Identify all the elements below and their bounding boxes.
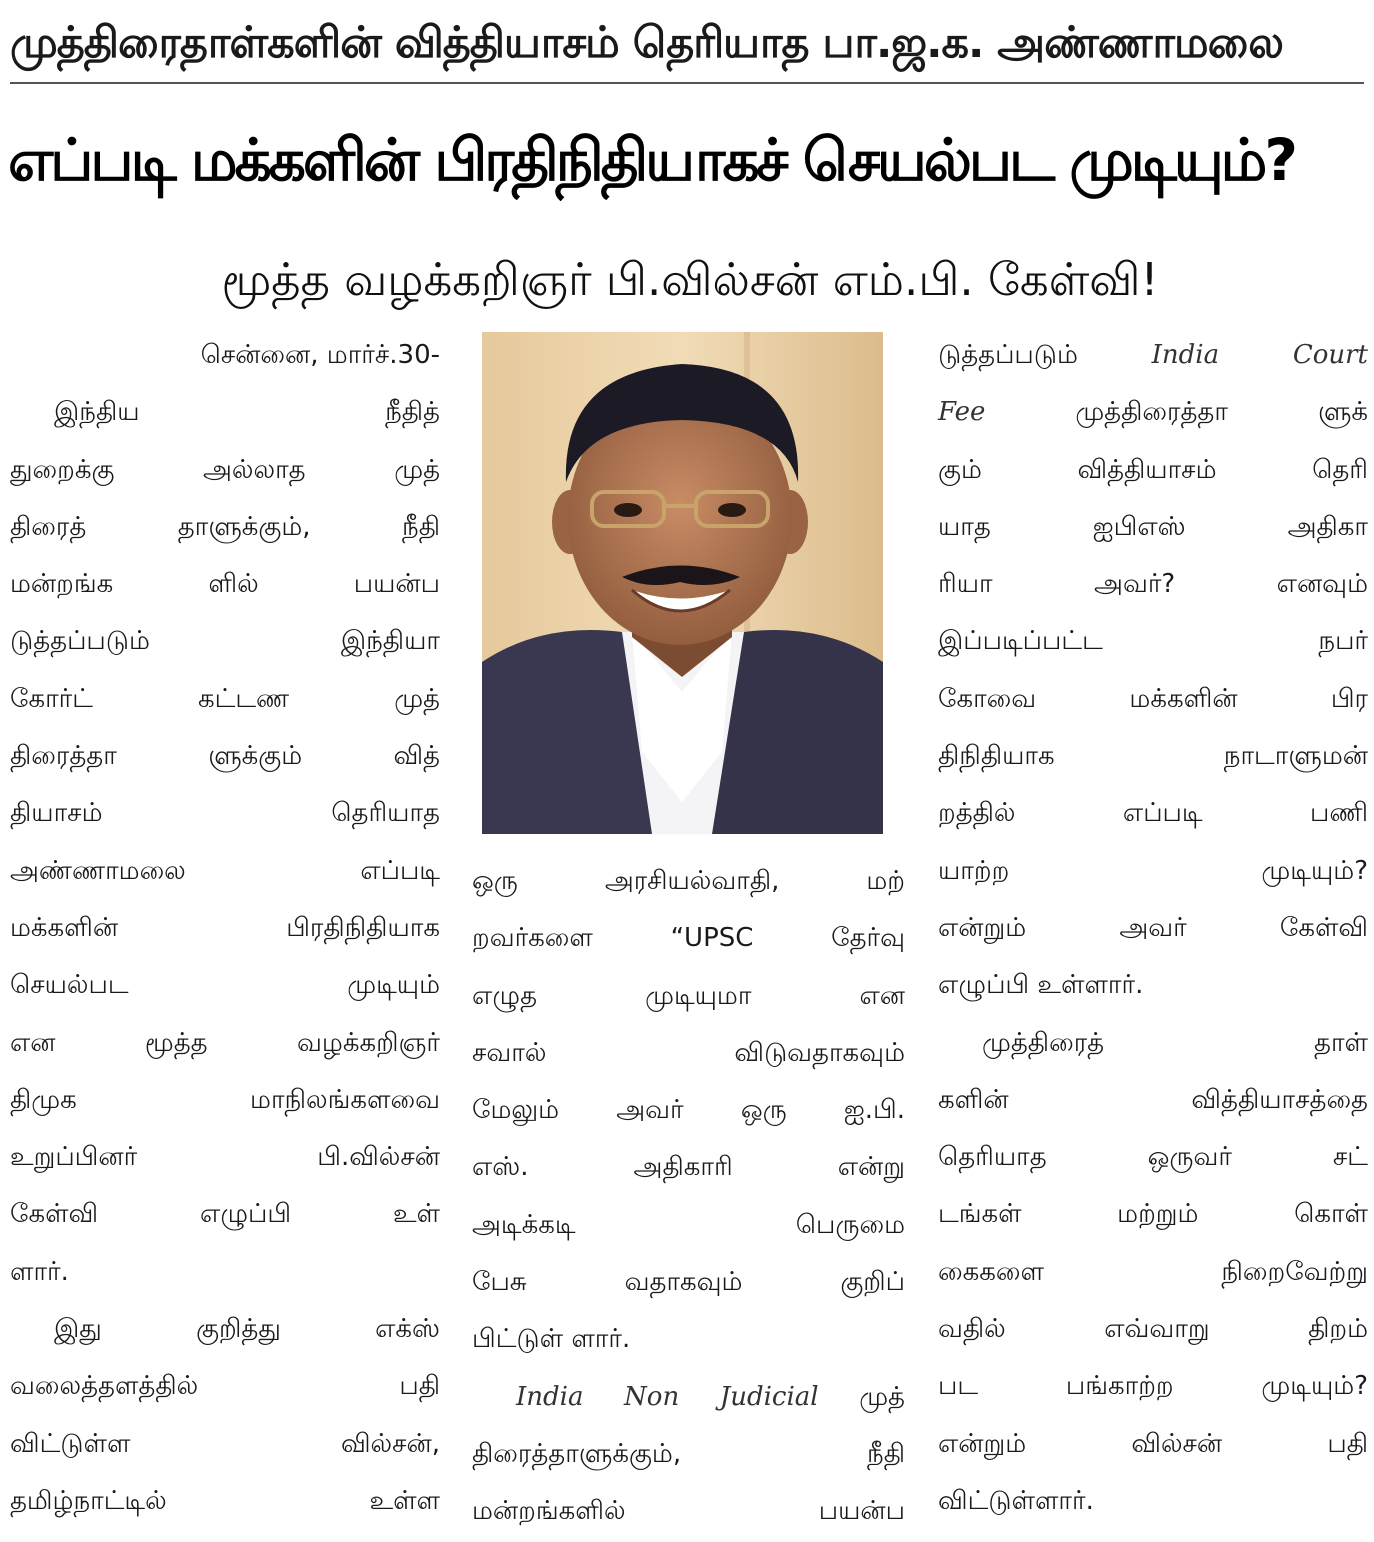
article-line: அடிக்கடி பெருமை xyxy=(472,1209,905,1240)
article-line: பட பங்காற்ற முடியும்? xyxy=(938,1371,1368,1402)
article-text: முத் xyxy=(859,1381,905,1412)
article-line: என மூத்த வழக்கறிஞர் xyxy=(10,1027,440,1058)
article-line: கும் வித்தியாசம் தெரி xyxy=(938,454,1368,485)
article-line: மன்றங்க ளில் பயன்ப xyxy=(10,569,440,600)
article-line: முத்திரைத் தாள் xyxy=(982,1027,1368,1058)
article-line: விட்டுள்ள வில்சன், xyxy=(10,1428,440,1459)
article-line: வலைத்தளத்தில் பதி xyxy=(10,1371,440,1402)
article-line: கோவை மக்களின் பிர xyxy=(938,683,1368,714)
main-headline: எப்படி மக்களின் பிரதிநிதியாகச் செயல்பட முடியும்? xyxy=(8,126,1295,194)
english-text: Fee xyxy=(938,397,986,428)
article-line xyxy=(938,327,1368,384)
article-line: பிட்டுள் ளார். xyxy=(472,1324,631,1355)
article-line: திரைத் தாளுக்கும், நீதி xyxy=(10,511,440,542)
portrait-illustration xyxy=(482,332,883,834)
article-column-2 xyxy=(472,853,905,1541)
article-line: உறுப்பினர் பி.வில்சன் xyxy=(10,1142,440,1173)
subheadline: மூத்த வழக்கறிஞர் பி.வில்சன் எம்.பி. கேள்வி! xyxy=(221,253,1159,306)
english-text: India Non Judicial xyxy=(516,1381,819,1412)
article-line: யாற்ற முடியும்? xyxy=(938,855,1368,886)
article-text: டுத்தப்படும் xyxy=(938,340,1078,370)
article-line: வதில் எவ்வாறு திறம் xyxy=(938,1314,1368,1345)
article-line: என்றும் வில்சன் பதி xyxy=(938,1428,1368,1459)
article-column-1 xyxy=(10,327,440,1530)
article-line: இது குறித்து எக்ஸ் xyxy=(54,1314,440,1345)
article-line: விட்டுள்ளார். xyxy=(938,1485,1094,1516)
article-line: றவர்களை “UPSC தேர்வு xyxy=(472,923,905,954)
article-line: யாத ஐபிஎஸ் அதிகா xyxy=(938,511,1368,542)
kicker-headline: முத்திரைதாள்களின் வித்தியாசம் தெரியாத பா.ஜ.க. அண்ணாமலை xyxy=(10,18,1283,68)
article-line: இப்படிப்பட்ட நபர் xyxy=(938,626,1368,657)
article-line: துறைக்கு அல்லாத முத் xyxy=(10,454,440,485)
article-line: டுத்தப்படும் இந்தியா xyxy=(10,626,440,657)
article-line: சவால் விடுவதாகவும் xyxy=(472,1037,905,1068)
article-line: மேலும் அவர் ஒரு ஐ.பி. xyxy=(472,1095,905,1126)
article-line: தமிழ்நாட்டில் உள்ள xyxy=(10,1485,440,1516)
article-line: களின் வித்தியாசத்தை xyxy=(938,1084,1368,1115)
article-line: அண்ணாமலை எப்படி xyxy=(10,855,440,886)
article-line: ஒரு அரசியல்வாதி, மற் xyxy=(472,866,905,896)
portrait-photo xyxy=(482,332,883,834)
article-line: தியாசம் தெரியாத xyxy=(10,798,440,829)
article-column-3 xyxy=(938,327,1368,1530)
article-line: என்றும் அவர் கேள்வி xyxy=(938,912,1368,943)
article-line: ளார். xyxy=(10,1256,69,1287)
article-line: திநிதியாக நாடாளுமன் xyxy=(938,741,1368,772)
english-text: India Court xyxy=(1151,340,1368,370)
article-text: முத்திரைத்தா ளுக் xyxy=(1075,397,1368,428)
article-line: தெரியாத ஒருவர் சட் xyxy=(938,1142,1368,1173)
article-line: எஸ். அதிகாரி என்று xyxy=(472,1152,905,1183)
dateline: சென்னை, மார்ச்.30- xyxy=(200,340,440,370)
article-line: றத்தில் எப்படி பணி xyxy=(938,798,1368,829)
article-line: ரியா அவர்? எனவும் xyxy=(938,569,1368,600)
article-line: மன்றங்களில் பயன்ப xyxy=(472,1496,905,1527)
header-rule xyxy=(10,82,1364,84)
article-line: எழுத முடியுமா என xyxy=(472,980,905,1011)
article-line: கோர்ட் கட்டண முத் xyxy=(10,683,440,714)
article-line: திரைத்தாளுக்கும், நீதி xyxy=(472,1438,905,1469)
article-line: செயல்பட முடியும் xyxy=(10,970,440,1001)
article-line: மக்களின் பிரதிநிதியாக xyxy=(10,912,440,943)
article-line: இந்திய நீதித் xyxy=(54,397,440,428)
article-line: திமுக மாநிலங்களவை xyxy=(10,1084,440,1115)
article-line: கேள்வி எழுப்பி உள் xyxy=(10,1199,440,1230)
article-line: எழுப்பி உள்ளார். xyxy=(938,970,1144,1001)
article-line: கைகளை நிறைவேற்று xyxy=(938,1256,1368,1287)
article-line: டங்கள் மற்றும் கொள் xyxy=(938,1199,1368,1230)
article-line: திரைத்தா ளுக்கும் வித் xyxy=(10,741,440,772)
article-line xyxy=(472,1369,905,1426)
article-line xyxy=(938,384,1368,441)
article-line: பேசு வதாகவும் குறிப் xyxy=(472,1267,905,1298)
